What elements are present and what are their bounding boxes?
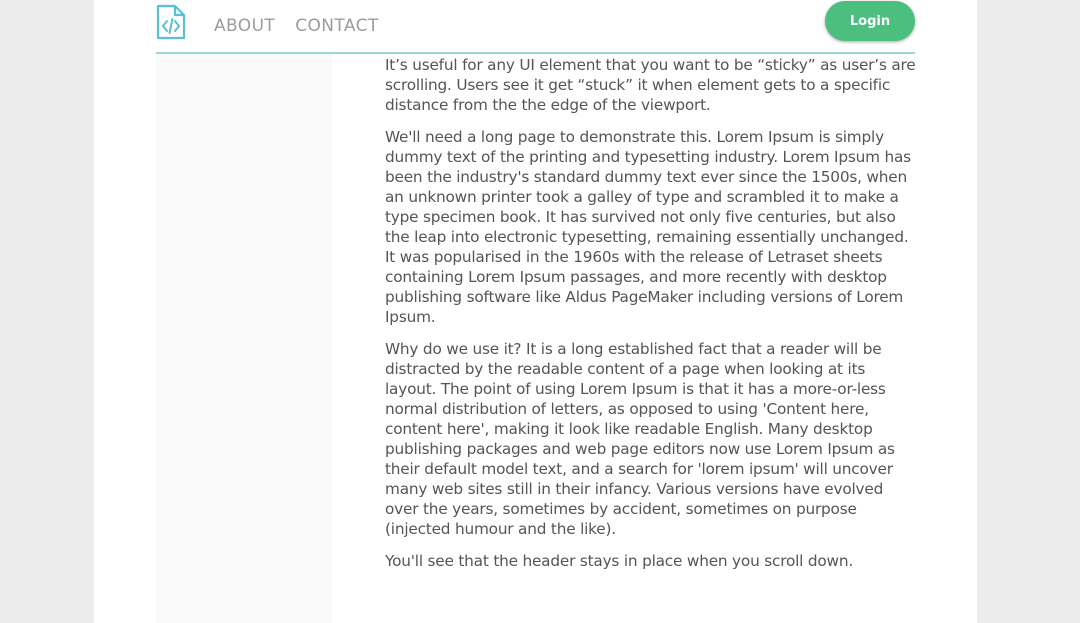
main-nav [214, 16, 379, 36]
paragraph-scroll-note: You'll see that the header stays in place when you scroll down. [385, 552, 854, 570]
nav-about-link[interactable]: ABOUT [214, 16, 276, 36]
paragraph-lorem-ipsum: We'll need a long page to demonstrate this. Lorem Ipsum is simply dummy text of the printing and typesetting industry. Lorem Ipsum has been the industry's standard dummy text ever since the 1500s, when an unknown printer took a galley of type and scrambled it to make a type specimen book. It has survived not only five centuries, but also the leap into electronic typesetting, remaining essentially unchanged. It was popularised in the 1960s with the release of Letraset sheets containing Lorem Ipsum passages, and more recently with desktop publishing software like Aldus PageMaker including versions of Lorem Ipsum. [385, 128, 911, 326]
nav-contact-link[interactable]: CONTACT [295, 16, 379, 36]
paragraph-why-use-it: Why do we use it? It is a long established fact that a reader will be distracted by the readable content of a page when looking at its layout. The point of using Lorem Ipsum is that it has a more-or-less normal distribution of letters, as opposed to using 'Content here, content here', making it look like readable English. Many desktop publishing packages and web page editors now use Lorem Ipsum as their default model text, and a search for 'lorem ipsum' will uncover many web sites still in their infancy. Various versions have evolved over the years, sometimes by accident, sometimes on purpose (injected humour and the like). [385, 340, 895, 538]
code-file-icon[interactable] [156, 4, 186, 40]
sticky-header [156, 0, 915, 54]
paragraph-sticky-intro: It’s useful for any UI element that you want to be “sticky” as user’s are scrolling. Users see it get “stuck” it when element gets to a specific distance from the the edge of the viewport. [385, 56, 916, 114]
login-button[interactable]: Login [825, 1, 915, 41]
main-content [385, 55, 917, 583]
sidebar [156, 54, 332, 623]
